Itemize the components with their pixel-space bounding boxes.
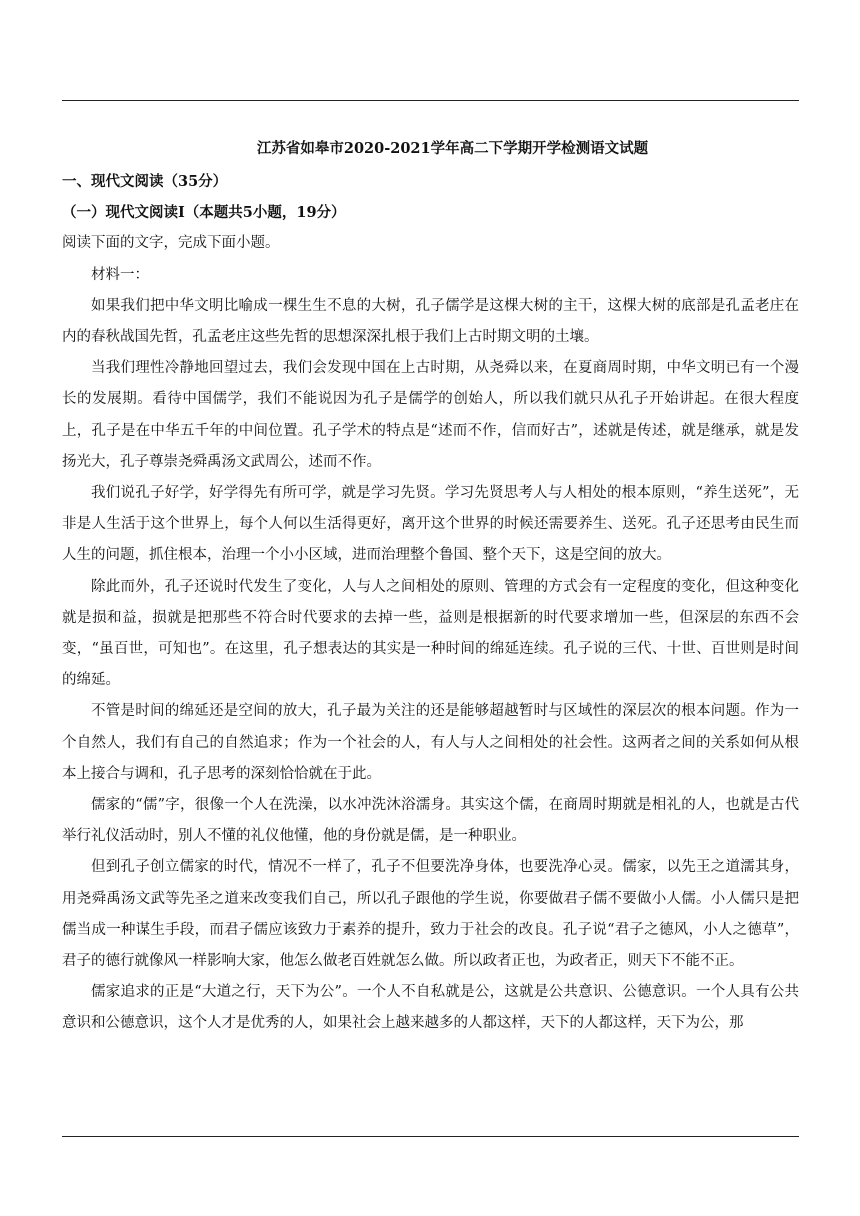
paragraph: 但到孔子创立儒家的时代，情况不一样了，孔子不但要洗净身体，也要洗净心灵。儒家，以先王之道濡其身，用尧舜禹汤文武等先圣之道来改变我们自己，所以孔子跟他的学生说，你要做君子儒不要做小人儒。小人儒只是把儒当成一种谋生手段，而君子儒应该致力于素养的提升，致力于社会的改良。孔子说“君子之德风，小人之德草”，君子的德行就像风一样影响大家，他怎么做老百姓就怎么做。所以政者正也，为政者正，则天下不能不正。 [62, 859, 799, 970]
header-rule [62, 100, 799, 101]
instruction-text: 阅读下面的文字，完成下面小题。 [62, 235, 280, 252]
paragraph: 除此而外，孔子还说时代发生了变化，人与人之间相处的原则、管理的方式会有一定程度的变化，但这种变化就是损和益，损就是把那些不符合时代要求的去掉一些，益则是根据新的时代要求增加一些，但深层的东西不会变，“虽百世，可知也”。在这里，孔子想表达的其实是一种时间的绵延连续。孔子说的三代、十世、百世则是时间的绵延。 [62, 578, 799, 689]
section-heading: 一、现代文阅读（35分） [62, 173, 228, 190]
document-body [62, 136, 799, 1040]
paragraph: 如果我们把中华文明比喻成一棵生生不息的大树，孔子儒学是这棵大树的主干，这棵大树的底部是孔孟老庄在内的春秋战国先哲，孔孟老庄这些先哲的思想深深扎根于我们上古时期文明的土壤。 [62, 297, 799, 346]
footer-rule [62, 1136, 799, 1137]
paragraph: 不管是时间的绵延还是空间的放大，孔子最为关注的还是能够超越暂时与区域性的深层次的根本问题。作为一个自然人，我们有自己的自然追求；作为一个社会的人，有人与人之间相处的社会性。这两者之间的关系如何从根本上接合与调和，孔子思考的深刻恰恰就在于此。 [62, 703, 799, 782]
paragraph: 儒家的“儒”字，很像一个人在洗澡，以水冲洗沐浴濡身。其实这个儒，在商周时期就是相礼的人，也就是古代举行礼仪活动时，别人不懂的礼仪他懂，他的身份就是儒，是一种职业。 [62, 797, 799, 845]
material-label: 材料一： [91, 266, 149, 283]
document-title: 江苏省如皋市2020-2021学年高二下学期开学检测语文试题 [256, 140, 649, 157]
paragraph: 当我们理性冷静地回望过去，我们会发现中国在上古时期，从尧舜以来，在夏商周时期，中华文明已有一个漫长的发展期。看待中国儒学，我们不能说因为孔子是儒学的创始人，所以我们就只从孔子开始讲起。在很大程度上，孔子是在中华五千年的中间位置。孔子学术的特点是“述而不作，信而好古”，述就是传述，就是继承，就是发扬光大，孔子尊崇尧舜禹汤文武周公，述而不作。 [62, 360, 799, 470]
paragraph: 儒家追求的正是“大道之行，天下为公”。一个人不自私就是公，这就是公共意识、公德意识。一个人具有公共意识和公德意识，这个人才是优秀的人，如果社会上越来越多的人都这样，天下的人都这样，天下为公，那 [62, 984, 799, 1032]
paragraph: 我们说孔子好学，好学得先有所可学，就是学习先贤。学习先贤思考人与人相处的根本原则，“养生送死”，无非是人生活于这个世界上，每个人何以生活得更好，离开这个世界的时候还需要养生、送死。孔子还思考由民生而人生的问题，抓住根本，治理一个小小区域，进而治理整个鲁国、整个天下，这是空间的放大。 [62, 485, 799, 564]
subsection-heading: （一）现代文阅读Ⅰ（本题共5小题，19分） [62, 204, 346, 222]
